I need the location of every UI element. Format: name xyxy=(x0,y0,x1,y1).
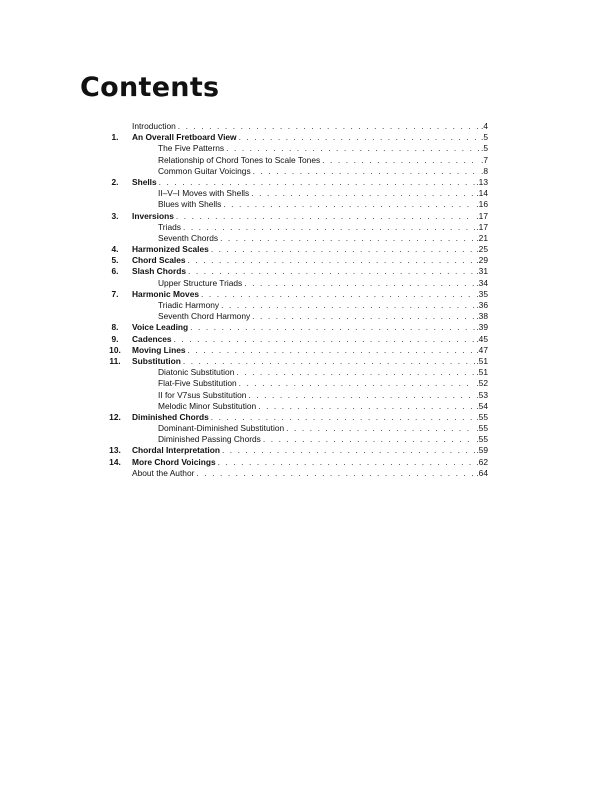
page-number: .52 xyxy=(476,378,488,389)
dot-leader xyxy=(211,244,476,255)
toc-section-entry[interactable] xyxy=(98,199,488,210)
entry-title: Chordal Interpretation xyxy=(132,445,220,456)
toc-chapter-entry[interactable] xyxy=(98,322,488,333)
dot-leader xyxy=(188,255,476,266)
entry-title: Substitution xyxy=(132,355,181,366)
chapter-number: 9. xyxy=(111,333,119,344)
entry-title: Diminished Chords xyxy=(132,411,209,422)
page-number: .55 xyxy=(476,411,488,422)
dot-leader xyxy=(183,356,476,367)
dot-leader xyxy=(239,378,476,389)
chapter-number: 10. xyxy=(109,344,121,355)
page-number: .45 xyxy=(476,333,488,344)
page-number: .31 xyxy=(476,266,488,277)
dot-leader xyxy=(251,188,475,199)
dot-leader xyxy=(188,266,475,277)
toc-chapter-entry[interactable] xyxy=(98,177,488,188)
page-number: .14 xyxy=(476,188,488,199)
toc-chapter-entry[interactable] xyxy=(98,345,488,356)
toc-chapter-entry[interactable] xyxy=(98,211,488,222)
dot-leader xyxy=(236,367,475,378)
chapter-number: 3. xyxy=(111,210,119,221)
page-number: .39 xyxy=(476,322,488,333)
page-number: .62 xyxy=(476,456,488,467)
dot-leader xyxy=(253,166,480,177)
toc-chapter-entry[interactable] xyxy=(98,244,488,255)
page-number: .7 xyxy=(481,154,488,165)
toc-chapter-entry[interactable] xyxy=(98,255,488,266)
toc-section-entry[interactable] xyxy=(98,300,488,311)
chapter-number: 6. xyxy=(111,266,119,277)
dot-leader xyxy=(221,300,475,311)
entry-title: About the Author xyxy=(132,467,195,478)
entry-title: Melodic Minor Substitution xyxy=(158,400,257,411)
page-number: .16 xyxy=(476,199,488,210)
page-number: .5 xyxy=(481,143,488,154)
entry-title: Common Guitar Voicings xyxy=(158,165,251,176)
toc-section-entry[interactable] xyxy=(98,401,488,412)
chapter-number: 14. xyxy=(109,456,121,467)
page-number: .4 xyxy=(481,121,488,131)
chapter-number: 4. xyxy=(111,244,119,255)
dot-leader xyxy=(218,457,476,468)
page-title: Contents xyxy=(80,72,220,103)
entry-title: Shells xyxy=(132,176,157,187)
toc-section-entry[interactable] xyxy=(98,423,488,434)
toc-section-entry[interactable] xyxy=(98,278,488,289)
entry-title: Chord Scales xyxy=(132,255,186,266)
page-number: .55 xyxy=(476,434,488,445)
toc-chapter-entry[interactable] xyxy=(98,132,488,143)
toc-chapter-entry[interactable] xyxy=(98,289,488,300)
page-number: .35 xyxy=(476,288,488,299)
toc-section-entry[interactable] xyxy=(98,367,488,378)
entry-title: Cadences xyxy=(132,333,172,344)
toc-section-entry[interactable] xyxy=(98,311,488,322)
entry-title: Relationship of Chord Tones to Scale Tones xyxy=(158,154,321,165)
toc-section-entry[interactable] xyxy=(98,434,488,445)
dot-leader xyxy=(258,401,475,412)
entry-title: Introduction xyxy=(132,121,176,131)
page-number: .54 xyxy=(476,400,488,411)
chapter-number: 1. xyxy=(111,132,119,143)
dot-leader xyxy=(159,177,476,188)
dot-leader xyxy=(174,334,476,345)
page-number: .55 xyxy=(476,423,488,434)
toc-section-entry[interactable] xyxy=(98,155,488,166)
dot-leader xyxy=(226,143,480,154)
entry-title: Voice Leading xyxy=(132,322,189,333)
dot-leader xyxy=(244,278,475,289)
entry-title: More Chord Voicings xyxy=(132,456,216,467)
entry-title: Dominant-Diminished Substitution xyxy=(158,423,285,434)
page-number: .51 xyxy=(476,355,488,366)
entry-title: Upper Structure Triads xyxy=(158,277,243,288)
dot-leader xyxy=(188,345,476,356)
dot-leader xyxy=(223,199,475,210)
page-number: .34 xyxy=(476,277,488,288)
toc-chapter-entry[interactable] xyxy=(98,334,488,345)
table-of-contents xyxy=(98,121,488,479)
dot-leader xyxy=(178,121,480,132)
dot-leader xyxy=(263,434,475,445)
chapter-number: 5. xyxy=(111,255,119,266)
dot-leader xyxy=(176,211,475,222)
entry-title: Diatonic Substitution xyxy=(158,367,235,378)
dot-leader xyxy=(239,132,480,143)
entry-title: Triads xyxy=(158,221,181,232)
dot-leader xyxy=(248,390,475,401)
toc-section-entry[interactable] xyxy=(98,143,488,154)
dot-leader xyxy=(183,222,475,233)
page-number: .59 xyxy=(476,445,488,456)
page-number: .17 xyxy=(476,210,488,221)
entry-title: Blues with Shells xyxy=(158,199,222,210)
page-number: .51 xyxy=(476,367,488,378)
toc-chapter-entry[interactable] xyxy=(98,266,488,277)
dot-leader xyxy=(201,289,475,300)
toc-chapter-entry[interactable] xyxy=(98,445,488,456)
entry-title: Seventh Chords xyxy=(158,232,219,243)
page-number: .17 xyxy=(476,221,488,232)
toc-section-entry[interactable] xyxy=(98,233,488,244)
entry-title: Diminished Passing Chords xyxy=(158,434,261,445)
dot-leader xyxy=(222,445,475,456)
chapter-number: 11. xyxy=(109,355,121,366)
page-number: .47 xyxy=(476,344,488,355)
page-number: .21 xyxy=(476,232,488,243)
toc-section-entry[interactable] xyxy=(98,188,488,199)
entry-title: An Overall Fretboard View xyxy=(132,132,237,143)
chapter-number: 12. xyxy=(109,411,121,422)
page-number: .5 xyxy=(481,132,488,143)
toc-chapter-entry[interactable] xyxy=(98,412,488,423)
entry-title: Inversions xyxy=(132,210,174,221)
entry-title: II for V7sus Substitution xyxy=(158,389,247,400)
toc-section-entry[interactable] xyxy=(98,378,488,389)
entry-title: Seventh Chord Harmony xyxy=(158,311,251,322)
chapter-number: 8. xyxy=(111,322,119,333)
page-number: .53 xyxy=(476,389,488,400)
dot-leader xyxy=(211,412,476,423)
dot-leader xyxy=(220,233,475,244)
toc-entry[interactable] xyxy=(98,468,488,479)
chapter-number: 2. xyxy=(111,176,119,187)
page-number: .29 xyxy=(476,255,488,266)
toc-chapter-entry[interactable] xyxy=(98,457,488,468)
entry-title: Flat-Five Substitution xyxy=(158,378,237,389)
page-number: .25 xyxy=(476,244,488,255)
entry-title: Moving Lines xyxy=(132,344,186,355)
page-number: .13 xyxy=(476,176,488,187)
page-number: .38 xyxy=(476,311,488,322)
entry-title: II–V–I Moves with Shells xyxy=(158,188,250,199)
toc-entry[interactable] xyxy=(98,121,488,132)
entry-title: Harmonic Moves xyxy=(132,288,200,299)
page-number: .64 xyxy=(476,467,488,478)
dot-leader xyxy=(190,322,475,333)
page-number: .8 xyxy=(481,165,488,176)
entry-title: Slash Chords xyxy=(132,266,186,277)
entry-title: The Five Patterns xyxy=(158,143,225,154)
dot-leader xyxy=(322,155,480,166)
dot-leader xyxy=(196,468,475,479)
page-number: .36 xyxy=(476,300,488,310)
toc-chapter-entry[interactable] xyxy=(98,356,488,367)
toc-section-entry[interactable] xyxy=(98,222,488,233)
toc-section-entry[interactable] xyxy=(98,390,488,401)
chapter-number: 7. xyxy=(111,288,119,299)
chapter-number: 13. xyxy=(109,445,121,456)
dot-leader xyxy=(286,423,475,434)
entry-title: Harmonized Scales xyxy=(132,244,209,255)
entry-title: Triadic Harmony xyxy=(158,300,220,310)
toc-section-entry[interactable] xyxy=(98,166,488,177)
dot-leader xyxy=(252,311,475,322)
